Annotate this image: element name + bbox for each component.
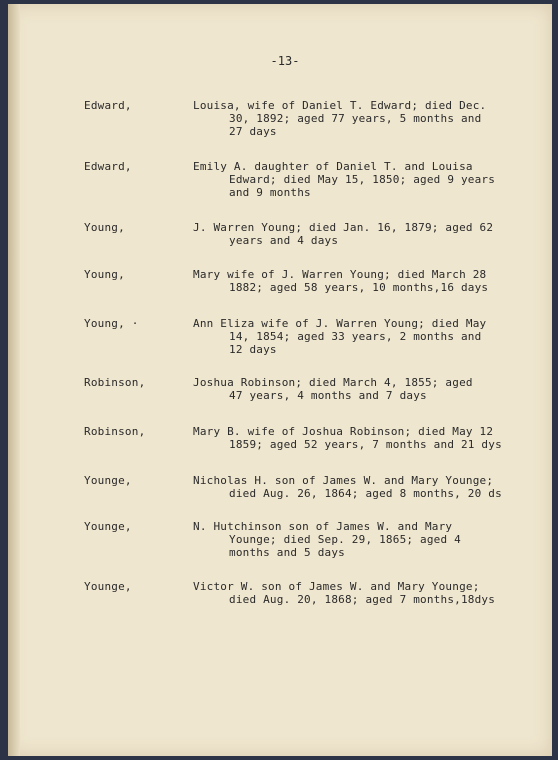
entry-surname: Edward, bbox=[84, 160, 132, 173]
entry-line: 1859; aged 52 years, 7 months and 21 dys bbox=[229, 438, 502, 451]
entry-line: Emily A. daughter of Daniel T. and Louisa bbox=[193, 160, 473, 173]
entry-line: and 9 months bbox=[229, 186, 311, 199]
entry-line: N. Hutchinson son of James W. and Mary bbox=[193, 520, 453, 533]
entry-surname: Robinson, bbox=[84, 425, 146, 438]
document-page bbox=[8, 4, 552, 756]
entry-line: years and 4 days bbox=[229, 234, 339, 247]
entry-line: Louisa, wife of Daniel T. Edward; died Dec. bbox=[193, 99, 487, 112]
entry-line: died Aug. 26, 1864; aged 8 months, 20 ds bbox=[229, 487, 502, 500]
entry-details bbox=[193, 520, 533, 559]
entry-line: 1882; aged 58 years, 10 months,16 days bbox=[229, 281, 489, 294]
entry-details bbox=[193, 99, 533, 138]
page-number: -13- bbox=[270, 54, 300, 68]
entry-details bbox=[193, 474, 533, 500]
entry-surname: Young, · bbox=[84, 317, 139, 330]
entry-line: months and 5 days bbox=[229, 546, 345, 559]
entry-details bbox=[193, 376, 533, 402]
entry-line: died Aug. 20, 1868; aged 7 months,18dys bbox=[229, 593, 496, 606]
entry-line: 27 days bbox=[229, 125, 277, 138]
entry-line: Joshua Robinson; died March 4, 1855; aged bbox=[193, 376, 473, 389]
entry-line: 12 days bbox=[229, 343, 277, 356]
entry-line: Victor W. son of James W. and Mary Younge; bbox=[193, 580, 480, 593]
entry-line: 47 years, 4 months and 7 days bbox=[229, 389, 427, 402]
entry-surname: Young, bbox=[84, 221, 125, 234]
entry-surname: Young, bbox=[84, 268, 125, 281]
entry-details bbox=[193, 221, 533, 247]
entry-details bbox=[193, 160, 533, 199]
entry-line: Edward; died May 15, 1850; aged 9 years bbox=[229, 173, 496, 186]
entry-surname: Younge, bbox=[84, 520, 132, 533]
entry-details bbox=[193, 268, 533, 294]
entry-details bbox=[193, 425, 533, 451]
entry-surname: Younge, bbox=[84, 580, 132, 593]
entry-details bbox=[193, 580, 533, 606]
page-binding-edge bbox=[8, 4, 20, 756]
entry-line: 14, 1854; aged 33 years, 2 months and bbox=[229, 330, 482, 343]
entry-line: Nicholas H. son of James W. and Mary Younge; bbox=[193, 474, 494, 487]
entry-line: J. Warren Young; died Jan. 16, 1879; aged 62 bbox=[193, 221, 494, 234]
entry-line: Younge; died Sep. 29, 1865; aged 4 bbox=[229, 533, 461, 546]
entry-surname: Robinson, bbox=[84, 376, 146, 389]
entry-line: Ann Eliza wife of J. Warren Young; died May bbox=[193, 317, 487, 330]
entry-line: Mary wife of J. Warren Young; died March 28 bbox=[193, 268, 487, 281]
entry-details bbox=[193, 317, 533, 356]
entry-line: 30, 1892; aged 77 years, 5 months and bbox=[229, 112, 482, 125]
entry-surname: Edward, bbox=[84, 99, 132, 112]
entry-line: Mary B. wife of Joshua Robinson; died May 12 bbox=[193, 425, 494, 438]
entry-surname: Younge, bbox=[84, 474, 132, 487]
